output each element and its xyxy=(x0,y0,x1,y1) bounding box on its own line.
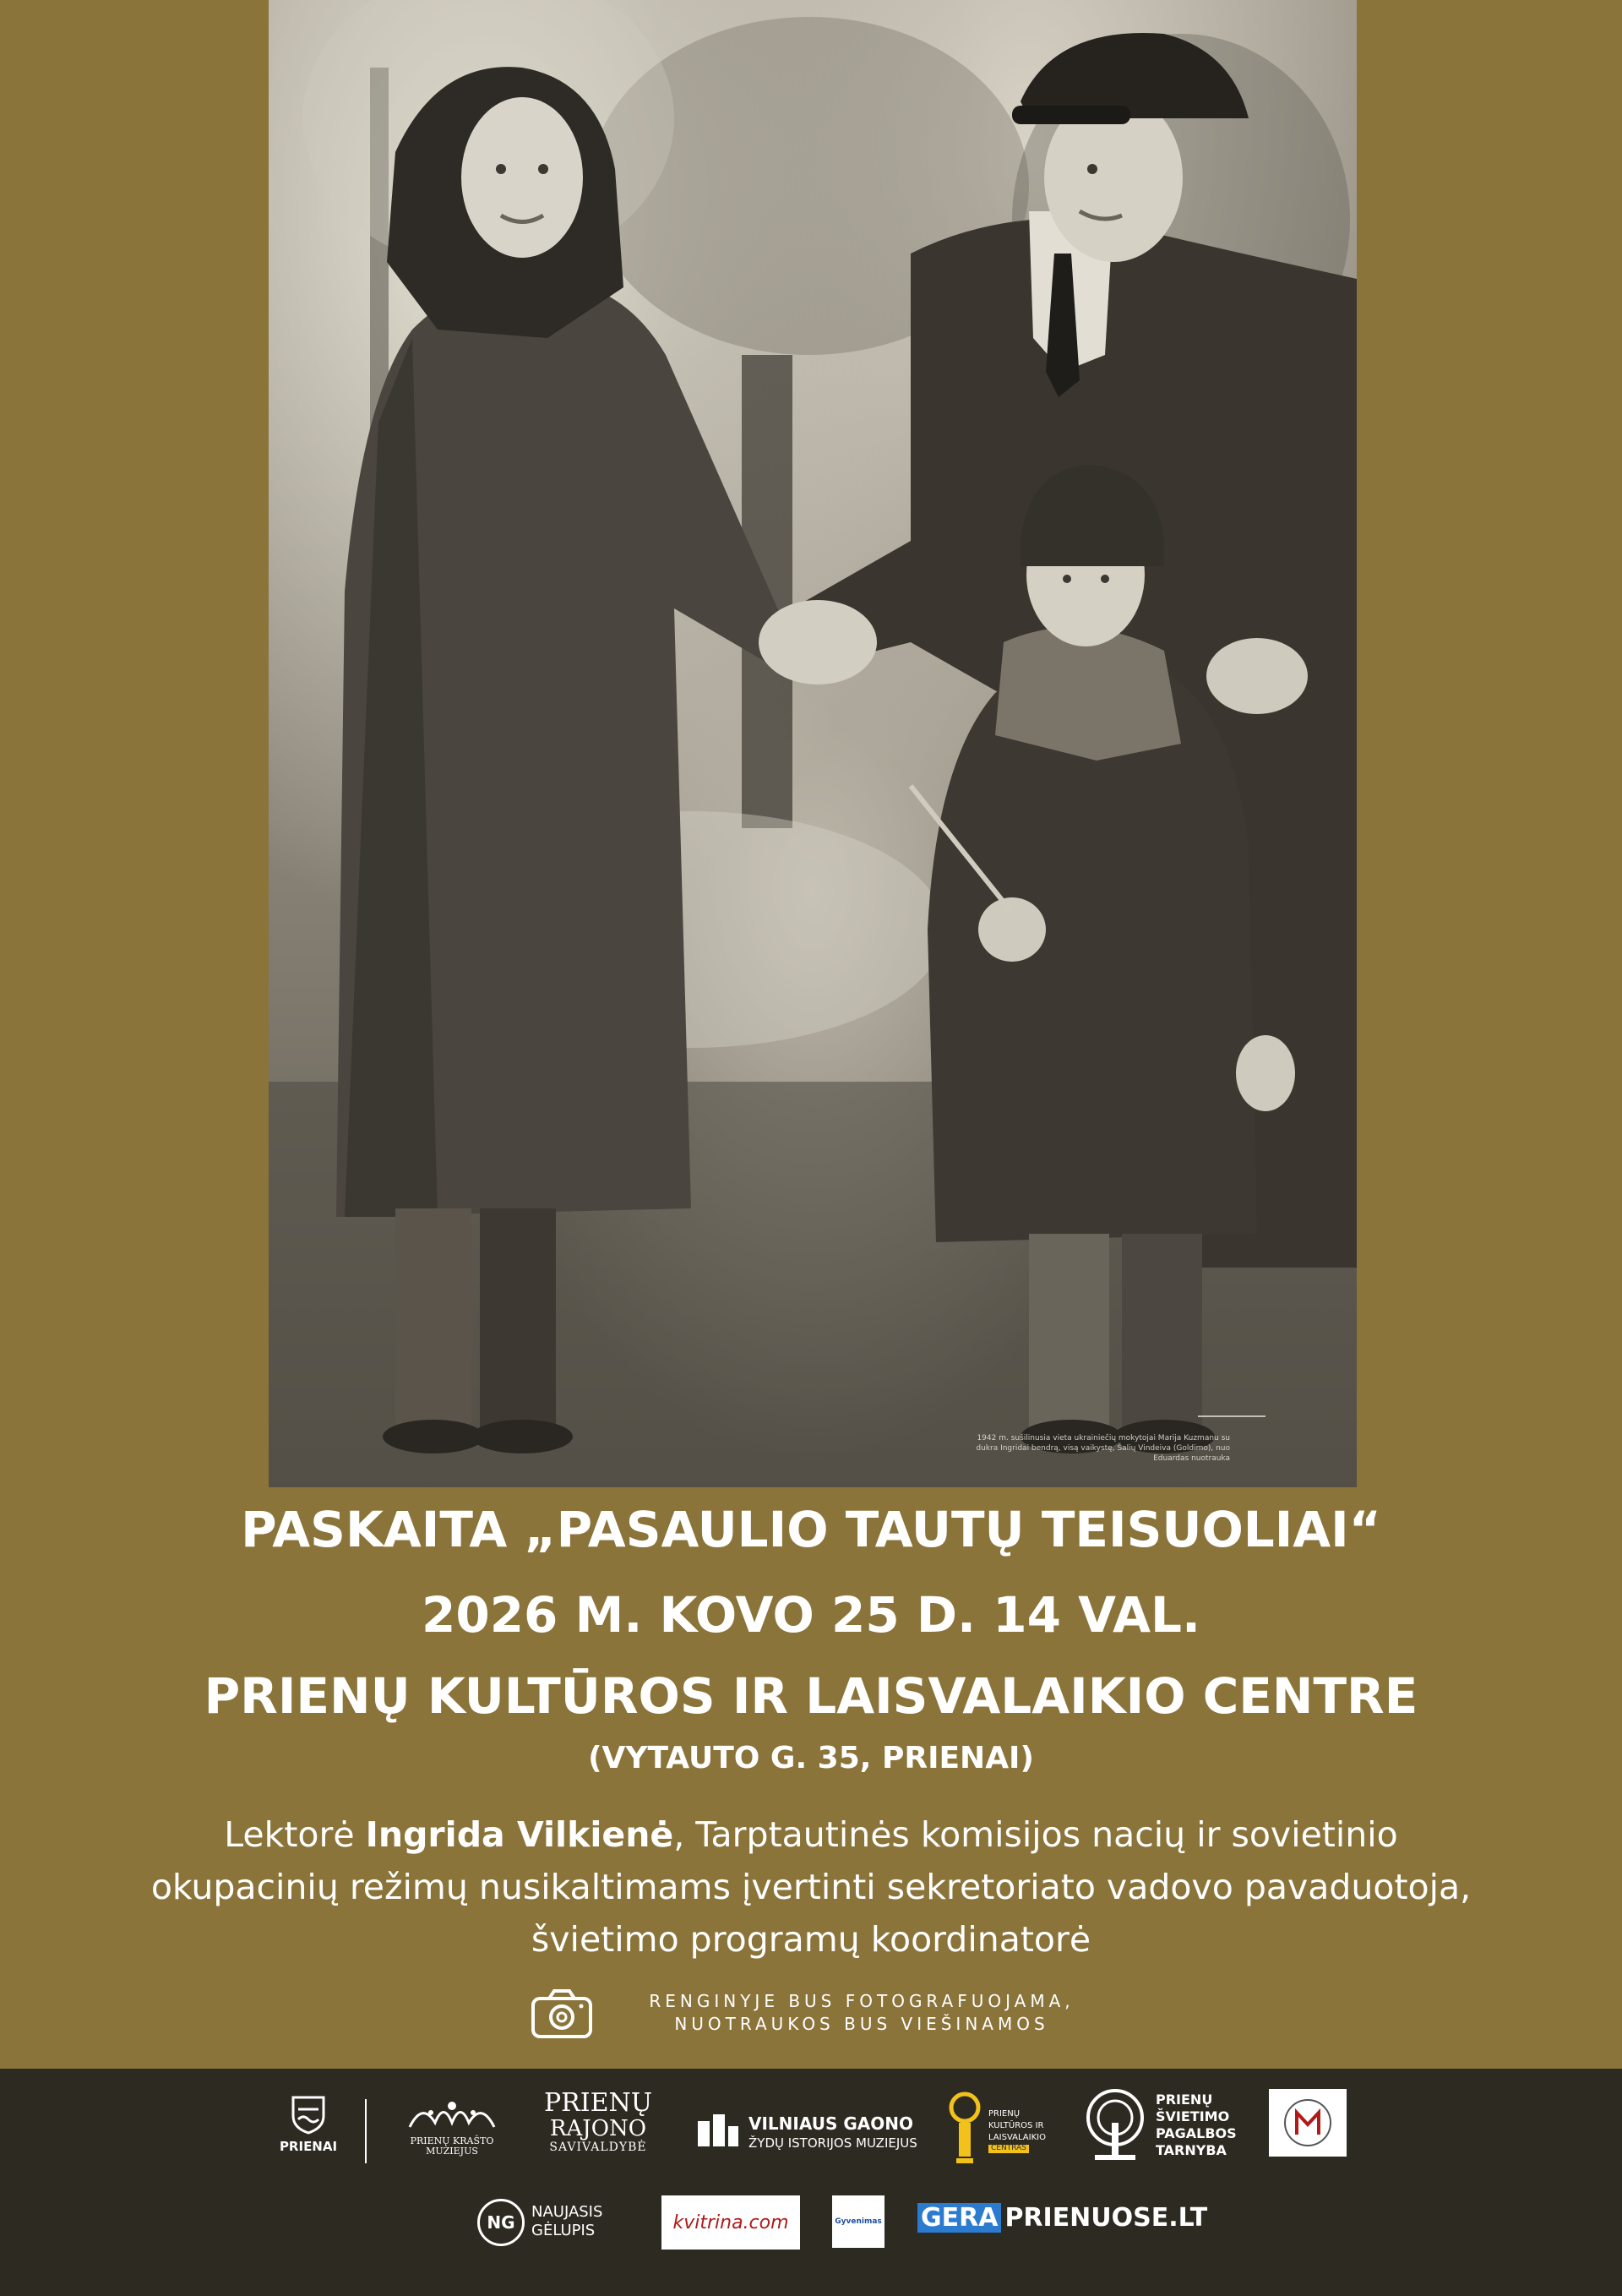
savivaldybe-line-1: PRIENŲ xyxy=(543,2088,653,2118)
muziejus-ornament-icon xyxy=(406,2097,498,2131)
lecturer-name: Ingrida Vilkienė xyxy=(365,1814,674,1855)
historical-photo xyxy=(269,0,1357,1487)
event-datetime: 2026 M. KOVO 25 D. 14 VAL. xyxy=(421,1586,1201,1644)
event-venue: PRIENŲ KULTŪROS IR LAISVALAIKIO CENTRE xyxy=(204,1667,1418,1725)
event-address: (VYTAUTO G. 35, PRIENAI) xyxy=(588,1741,1034,1775)
school-emblem-icon xyxy=(1278,2097,1337,2148)
bulb-icon xyxy=(946,2089,983,2165)
savivaldybe-logo xyxy=(539,2089,657,2154)
kvitrina-text: kvitrina.com xyxy=(672,2211,789,2233)
photo-notice xyxy=(608,1990,1115,2036)
savivaldybe-line-3: SAVIVALDYBĖ xyxy=(549,2140,647,2154)
svietimas-line-1: PRIENŲ xyxy=(1156,2091,1213,2108)
lecturer-role: , Tarptautinės komisijos nacių ir sovietinio okupacinių režimų nusikaltimams įvertinti sekretoriato vadovo pavaduotoja, švietimo programų koordinatorė xyxy=(150,1814,1472,1960)
gyvenimas-logo xyxy=(832,2195,884,2248)
lecturer-description xyxy=(135,1808,1487,1966)
ng-mark: NG xyxy=(477,2199,525,2246)
savivaldybe-line-2: RAJONO xyxy=(549,2116,647,2141)
gyvenimas-text: Gyvenimas xyxy=(835,2217,882,2226)
kultura-line-4: CENTRAS xyxy=(988,2145,1029,2153)
event-title: PASKAITA „PASAULIO TAUTŲ TEISUOLIAI“ xyxy=(241,1501,1381,1558)
photo-notice-line-1: RENGINYJE BUS FOTOGRAFUOJAMA, xyxy=(649,1991,1075,2011)
gaonas-building-icon xyxy=(694,2109,742,2151)
prienai-logo-text: PRIENAI xyxy=(279,2139,338,2154)
prienai-crest-icon xyxy=(290,2094,327,2135)
tree-icon xyxy=(1083,2089,1147,2162)
svietimas-line-2: ŠVIETIMO xyxy=(1156,2108,1230,2124)
ng-line-2: GĖLUPIS xyxy=(531,2222,596,2239)
photo-scene xyxy=(269,0,1357,1487)
logo-divider xyxy=(365,2099,367,2163)
svietimas-line-3: PAGALBOS xyxy=(1156,2125,1237,2141)
gaonas-line-2: ŽYDŲ ISTORIJOS MUZIEJUS xyxy=(748,2135,917,2151)
photo-notice-line-2: NUOTRAUKOS BUS VIEŠINAMOS xyxy=(674,2014,1049,2034)
muziejus-logo xyxy=(384,2097,520,2157)
muziejus-logo-text: PRIENŲ KRAŠTO MUZIEJUS xyxy=(410,2135,494,2157)
gaonas-line-1: VILNIAUS GAONO xyxy=(748,2113,913,2134)
kultura-line-2: KULTŪROS IR xyxy=(988,2121,1044,2130)
svietimas-line-4: TARNYBA xyxy=(1156,2142,1227,2158)
prienai-logo xyxy=(270,2094,346,2154)
photo-caption: 1942 m. sušilinusia vieta ukrainiečių mokytojai Marija Kuzmanu su dukra Ingridai bendrą, visą vaikystę, Šalių Vindeiva (Goldimo), nuo Eduardas nuotrauka xyxy=(976,1434,1230,1463)
gera-text: PRIENUOSE.LT xyxy=(1004,2203,1208,2233)
kultura-line-1: PRIENŲ xyxy=(988,2109,1021,2119)
gera-prienuose-logo xyxy=(917,2203,1208,2233)
kvitrina-logo xyxy=(661,2195,800,2250)
kultura-line-3: LAISVALAIKIO xyxy=(988,2133,1046,2142)
lecturer-prefix: Lektorė xyxy=(224,1814,366,1855)
ng-line-1: NAUJASIS xyxy=(531,2203,603,2221)
partner-logos-footer xyxy=(0,2069,1622,2296)
gera-mark: GERA xyxy=(917,2203,1001,2233)
school-emblem-logo xyxy=(1269,2089,1347,2157)
camera-icon xyxy=(531,1988,593,2039)
